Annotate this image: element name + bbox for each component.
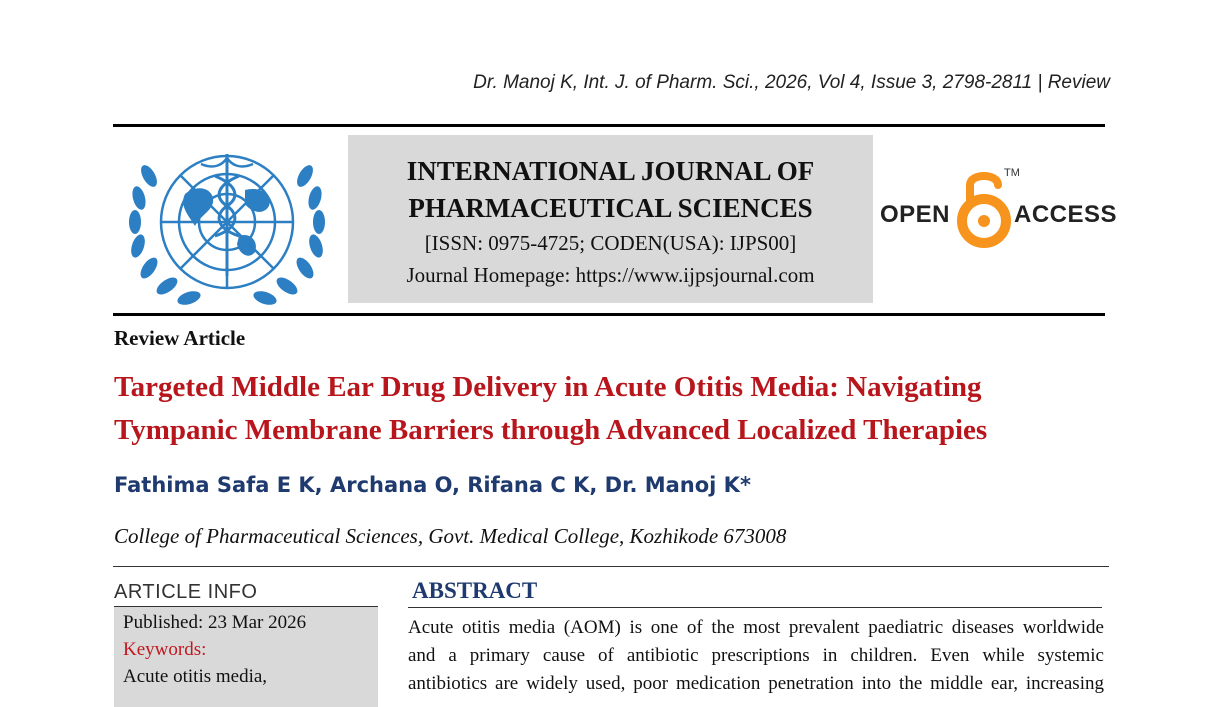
article-title-line1: Targeted Middle Ear Drug Delivery in Acute Otitis Media: Navigating xyxy=(114,371,982,403)
journal-issn: [ISSN: 0975-4725; CODEN(USA): IJPS00] xyxy=(424,231,797,255)
section-divider xyxy=(113,566,1109,567)
author-list: Fathima Safa E K, Archana O, Rifana C K, Dr. Manoj K* xyxy=(114,473,751,497)
keywords-label: Keywords: xyxy=(123,639,207,660)
article-info-panel xyxy=(114,607,378,707)
journal-homepage[interactable]: Journal Homepage: https://www.ijpsjournal.com xyxy=(406,263,815,287)
laurel-right xyxy=(252,163,326,308)
article-title-line2: Tympanic Membrane Barriers through Advanced Localized Therapies xyxy=(114,414,988,446)
abstract-line: antibiotics are widely used, poor medication penetration into the middle ear, increasing xyxy=(408,673,1104,694)
article-info-heading: ARTICLE INFO xyxy=(114,581,258,603)
abstract-line: and a primary cause of antibiotic prescriptions in children. Even while systemic xyxy=(408,645,1104,666)
open-access-right-text: ACCESS xyxy=(1014,201,1118,228)
keyword-item: Acute otitis media, xyxy=(123,666,268,687)
laurel-left xyxy=(129,163,203,308)
journal-emblem-logo xyxy=(127,136,327,308)
article-type: Review Article xyxy=(114,326,246,350)
journal-header-panel xyxy=(348,135,873,303)
journal-name-line2: PHARMACEUTICAL SCIENCES xyxy=(408,193,813,223)
affiliation: College of Pharmaceutical Sciences, Govt. Medical College, Kozhikode 673008 xyxy=(114,524,787,548)
published-date: Published: 23 Mar 2026 xyxy=(123,612,307,633)
abstract-heading: ABSTRACT xyxy=(412,578,538,603)
abstract-rule xyxy=(408,607,1102,608)
trademark-mark: TM xyxy=(1004,167,1020,179)
abstract-line: Acute otitis media (AOM) is one of the most prevalent paediatric diseases worldwide xyxy=(408,617,1104,638)
open-access-left-text: OPEN xyxy=(880,201,951,228)
open-access-badge xyxy=(880,165,1118,255)
journal-name-line1: INTERNATIONAL JOURNAL OF xyxy=(406,156,815,186)
top-rule xyxy=(113,124,1105,127)
article-title xyxy=(114,366,1114,452)
citation-line: Dr. Manoj K, Int. J. of Pharm. Sci., 2026, Vol 4, Issue 3, 2798-2811 | Review xyxy=(473,72,1110,93)
header-bottom-rule xyxy=(113,313,1105,316)
journal-name xyxy=(348,153,873,227)
abstract-body xyxy=(408,614,1104,698)
